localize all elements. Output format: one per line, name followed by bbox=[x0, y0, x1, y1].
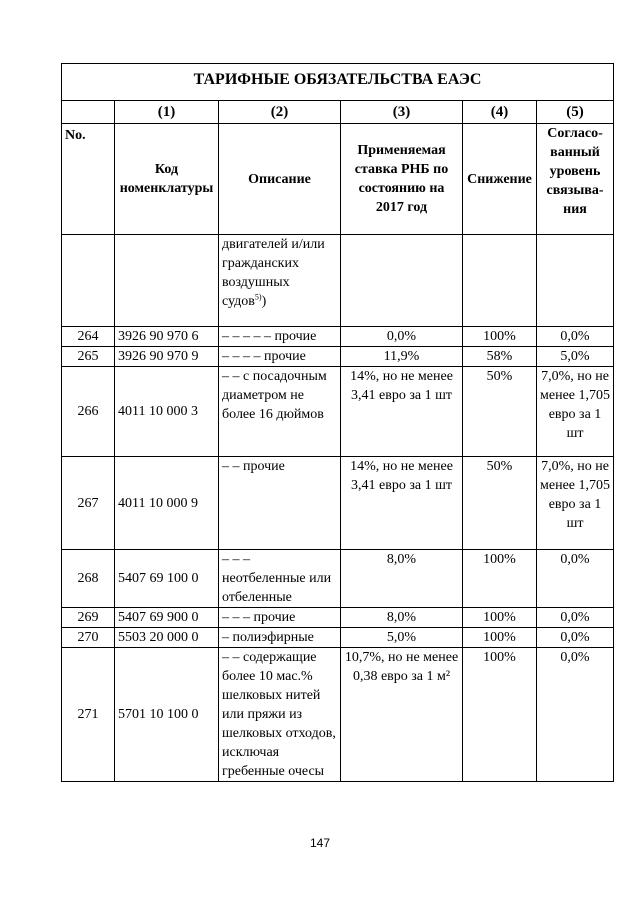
row-reduction: 100% bbox=[463, 648, 537, 782]
row-reduction: 100% bbox=[463, 608, 537, 628]
row-reduction: 50% bbox=[463, 457, 537, 550]
row-bound: 0,0% bbox=[537, 648, 614, 782]
header-description: Описание bbox=[219, 124, 341, 235]
row-bound: 0,0% bbox=[537, 327, 614, 347]
row-no: 267 bbox=[62, 457, 115, 550]
row-reduction: 58% bbox=[463, 347, 537, 367]
header-bound: Согласо-ванный уровень связыва-ния bbox=[537, 124, 614, 235]
header-code: Код номенклатуры bbox=[115, 124, 219, 235]
row-description: – – содержащие более 10 мас.% шелковых нитей или пряжи из шелковых отходов, исключая гребенные очесы bbox=[219, 648, 341, 782]
continuation-tail: ) bbox=[261, 294, 267, 309]
row-reduction: 100% bbox=[463, 327, 537, 347]
row-description: – – – прочие bbox=[219, 608, 341, 628]
row-bound: 0,0% bbox=[537, 628, 614, 648]
row-code: 3926 90 970 6 bbox=[115, 327, 219, 347]
row-rate: 8,0% bbox=[341, 608, 463, 628]
row-no: 268 bbox=[62, 550, 115, 608]
row-description: – – прочие bbox=[219, 457, 341, 550]
row-no: 269 bbox=[62, 608, 115, 628]
col-num-5: (5) bbox=[537, 101, 614, 124]
row-code: 5701 10 100 0 bbox=[115, 648, 219, 782]
page-number: 147 bbox=[309, 836, 331, 850]
row-no: 266 bbox=[62, 367, 115, 457]
row-bound: 0,0% bbox=[537, 608, 614, 628]
row-description: – – с посадочным диаметром не более 16 дюймов bbox=[219, 367, 341, 457]
col-num-empty bbox=[62, 101, 115, 124]
continuation-no bbox=[62, 235, 115, 327]
table-row bbox=[62, 327, 614, 347]
row-code: 4011 10 000 3 bbox=[115, 367, 219, 457]
table-row bbox=[62, 628, 614, 648]
col-num-4: (4) bbox=[463, 101, 537, 124]
row-code: 5503 20 000 0 bbox=[115, 628, 219, 648]
row-description: – – – – прочие bbox=[219, 347, 341, 367]
row-code: 5407 69 900 0 bbox=[115, 608, 219, 628]
row-bound: 0,0% bbox=[537, 550, 614, 608]
row-reduction: 50% bbox=[463, 367, 537, 457]
row-code: 4011 10 000 9 bbox=[115, 457, 219, 550]
col-num-1: (1) bbox=[115, 101, 219, 124]
table-row bbox=[62, 367, 614, 457]
row-bound: 7,0%, но не менее 1,705 евро за 1 шт bbox=[537, 457, 614, 550]
row-rate: 14%, но не менее 3,41 евро за 1 шт bbox=[341, 367, 463, 457]
header-rate: Применяемая ставка РНБ по состоянию на 2017 год bbox=[341, 124, 463, 235]
row-description: – – – неотбеленные или отбеленные bbox=[219, 550, 341, 608]
row-rate: 0,0% bbox=[341, 327, 463, 347]
continuation-description bbox=[219, 235, 341, 327]
col-num-2: (2) bbox=[219, 101, 341, 124]
row-bound: 5,0% bbox=[537, 347, 614, 367]
row-code: 3926 90 970 9 bbox=[115, 347, 219, 367]
row-code: 5407 69 100 0 bbox=[115, 550, 219, 608]
table-row bbox=[62, 457, 614, 550]
header-reduction: Снижение bbox=[463, 124, 537, 235]
table-row bbox=[62, 347, 614, 367]
tariff-table bbox=[61, 63, 614, 782]
row-no: 270 bbox=[62, 628, 115, 648]
row-bound: 7,0%, но не менее 1,705 евро за 1 шт bbox=[537, 367, 614, 457]
row-no: 265 bbox=[62, 347, 115, 367]
row-rate: 14%, но не менее 3,41 евро за 1 шт bbox=[341, 457, 463, 550]
table-title: ТАРИФНЫЕ ОБЯЗАТЕЛЬСТВА ЕАЭС bbox=[62, 64, 614, 101]
continuation-code bbox=[115, 235, 219, 327]
footnote-ref: 5) bbox=[254, 292, 262, 302]
row-rate: 8,0% bbox=[341, 550, 463, 608]
continuation-text: двигателей и/или гражданских воздушных судов bbox=[222, 237, 325, 309]
continuation-rate bbox=[341, 235, 463, 327]
row-reduction: 100% bbox=[463, 628, 537, 648]
row-description: – полиэфирные bbox=[219, 628, 341, 648]
row-no: 264 bbox=[62, 327, 115, 347]
table-row bbox=[62, 550, 614, 608]
row-no: 271 bbox=[62, 648, 115, 782]
row-rate: 10,7%, но не менее 0,38 евро за 1 м² bbox=[341, 648, 463, 782]
header-no: No. bbox=[62, 124, 115, 235]
col-num-3: (3) bbox=[341, 101, 463, 124]
row-description: – – – – – прочие bbox=[219, 327, 341, 347]
table-row bbox=[62, 648, 614, 782]
table-row bbox=[62, 608, 614, 628]
continuation-bound bbox=[537, 235, 614, 327]
row-reduction: 100% bbox=[463, 550, 537, 608]
row-rate: 11,9% bbox=[341, 347, 463, 367]
row-rate: 5,0% bbox=[341, 628, 463, 648]
continuation-reduction bbox=[463, 235, 537, 327]
